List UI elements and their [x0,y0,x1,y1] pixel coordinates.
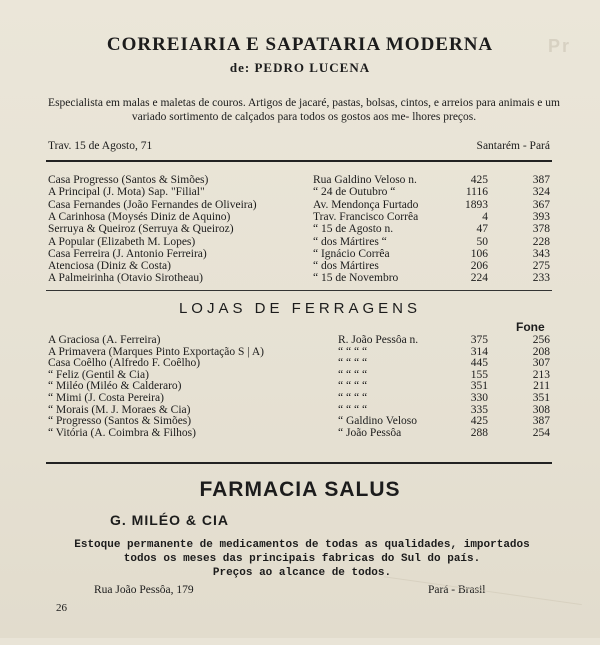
pharmacy-title: FARMACIA SALUS [199,478,401,501]
store-address: Trav. 15 de Agosto, 71 [48,140,153,152]
phone-cell: 351 [532,392,550,404]
divider-mid [46,290,552,291]
number-cell: 4 [482,210,488,223]
street-cell: “ “ “ “ [338,357,368,370]
table-row [48,186,558,198]
table-row [48,236,558,248]
number-cell: 314 [470,345,488,358]
table-row [48,357,558,369]
number-cell: 288 [470,426,488,439]
store-name-cell: “ Feliz (Gentil & Cia) [48,368,149,381]
store-name-cell: “ Morais (M. J. Moraes & Cia) [48,403,191,416]
store-name-cell: “ Miléo (Miléo & Calderaro) [48,380,182,393]
number-cell: 330 [470,392,488,404]
street-cell: “ Ignácio Corrêa [313,247,390,260]
store-name-cell: Atenciosa (Diniz & Costa) [48,260,171,273]
street-cell: “ 24 de Outubro “ [313,186,396,199]
number-cell: 425 [470,415,488,428]
phone-cell: 254 [532,426,550,439]
store-name-cell: A Graciosa (A. Ferreira) [48,334,161,346]
pharmacy-text-line: Estoque permanente de medicamentos de todas as qualidades, importados [74,539,530,551]
store-name-cell: A Carinhosa (Moysés Diniz de Aquino) [48,210,231,223]
phone-column-header: Fone [516,320,545,334]
phone-cell: 393 [532,210,550,223]
table-row [48,392,558,404]
phone-cell: 208 [532,345,550,358]
store-name-cell: A Principal (J. Mota) Sap. "Filial" [48,186,205,199]
table-row [48,415,558,427]
table-row [48,248,558,260]
store-name-cell: “ Progresso (Santos & Simões) [48,415,192,428]
phone-cell: 233 [532,272,550,285]
pharmacy-text-line: Preços ao alcance de todos. [212,567,392,579]
store-name-cell: Serruya & Queiroz (Serruya & Queiroz) [48,223,234,236]
store-name-cell: Casa Progresso (Santos & Simões) [48,174,209,186]
table-row [48,380,558,392]
table-row [48,174,558,186]
store-name-cell: Casa Fernandes (João Fernandes de Oliveira) [48,198,257,211]
pharmacy-country: Pará - Brasil [428,584,486,596]
phone-cell: 387 [532,415,550,428]
bleed-through-text: Pr [548,36,572,56]
store-owner: de: PEDRO LUCENA [229,60,371,75]
street-cell: “ Galdino Veloso [338,415,418,428]
phone-cell: 367 [532,198,550,211]
number-cell: 1893 [465,198,488,211]
divider-top [46,160,552,162]
phone-cell: 387 [532,174,550,186]
number-cell: 47 [476,223,488,236]
table-row [48,199,558,211]
number-cell: 224 [470,272,488,285]
street-cell: “ 15 de Novembro [313,272,399,285]
number-cell: 1116 [465,186,488,199]
table-row [48,223,558,235]
store-title: CORREIARIA E SAPATARIA MODERNA [106,34,494,55]
pharmacy-address: Rua João Pessôa, 179 [94,584,194,596]
table-row [48,211,558,223]
store-name-cell: “ Vitória (A. Coimbra & Filhos) [48,426,196,439]
page-number: 26 [56,602,67,614]
store-name-cell: Casa Coêlho (Alfredo F. Coêlho) [48,357,201,370]
table-row [48,369,558,381]
number-cell: 206 [470,260,488,273]
phone-cell: 275 [532,260,550,273]
phone-cell: 307 [532,357,550,370]
street-cell: Av. Mendonça Furtado [313,198,419,211]
pharmacy-description [42,538,562,580]
number-cell: 351 [470,380,488,393]
pharmacy-text-line: todos os meses das principais fabricas do Sul do país. [123,553,481,565]
street-cell: “ “ “ “ [338,345,368,358]
street-cell: Trav. Francisco Corrêa [313,210,419,223]
phone-cell: 211 [533,380,550,393]
store-name-cell: A Primavera (Marques Pinto Exportação S | A) [48,345,264,358]
table-row [48,404,558,416]
store-name-cell: “ Mimi (J. Costa Pereira) [48,392,164,404]
street-cell: “ “ “ “ [338,403,368,416]
street-cell: R. João Pessôa n. [338,334,419,346]
street-cell: “ 15 de Agosto n. [313,223,394,236]
street-cell: Rua Galdino Veloso n. [313,174,417,186]
table-row [48,334,558,346]
street-cell: “ “ “ “ [338,368,368,381]
table-row [48,260,558,272]
table-row [48,346,558,358]
street-cell: “ João Pessôa [338,426,402,439]
number-cell: 155 [470,368,488,381]
number-cell: 375 [470,334,488,346]
store-city: Santarém - Pará [476,140,550,152]
street-cell: “ “ “ “ [338,380,368,393]
phone-cell: 324 [532,186,550,199]
phone-cell: 308 [532,403,550,416]
number-cell: 445 [470,357,488,370]
street-cell: “ dos Mártires “ [313,235,387,248]
street-cell: “ “ “ “ [338,392,368,404]
number-cell: 335 [470,403,488,416]
store-name-cell: Casa Ferreira (J. Antonio Ferreira) [48,247,207,260]
table-row [48,272,558,284]
phone-cell: 213 [532,368,550,381]
number-cell: 50 [476,235,488,248]
pharmacy-owner: G. MILÉO & CIA [110,512,229,528]
street-cell: “ dos Mártires [313,260,379,273]
table-row [48,427,558,439]
number-cell: 425 [470,174,488,186]
divider-lower [46,462,552,464]
phone-cell: 343 [532,247,550,260]
phone-cell: 228 [532,235,550,248]
number-cell: 106 [470,247,488,260]
phone-cell: 256 [532,334,550,346]
store-description: Especialista em malas e maletas de couros. Artigos de jacaré, pastas, bolsas, cintos, e arreios para animais e um variado sortimento de calçados para todos os gostos aos me- lhores preços. [48,97,560,123]
store-name-cell: A Palmeirinha (Otavio Sirotheau) [48,272,203,285]
store-name-cell: A Popular (Elizabeth M. Lopes) [48,235,196,248]
hardware-section-title: LOJAS DE FERRAGENS [178,300,422,317]
phone-cell: 378 [532,223,550,236]
